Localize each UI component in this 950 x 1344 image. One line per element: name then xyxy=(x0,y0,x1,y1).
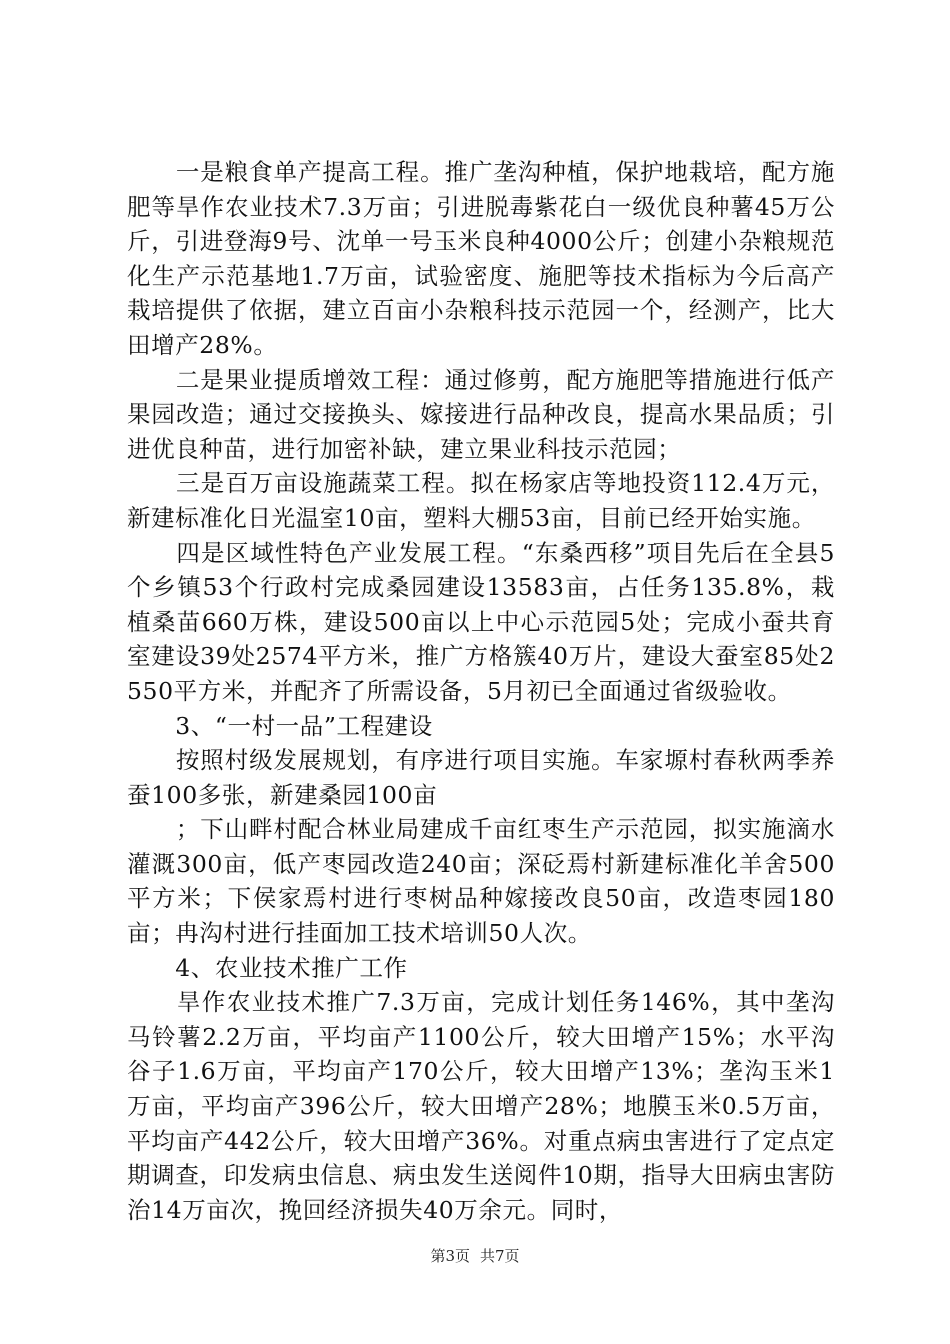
section-heading-tech-promotion: 4、农业技术推广工作 xyxy=(127,953,408,982)
document-body xyxy=(127,155,835,1227)
paragraph-village-plan: 按照村级发展规划，有序进行项目实施。车家塬村春秋两季养蚕100多张，新建桑园100亩 xyxy=(127,746,835,809)
paragraph-regional-industry: 四是区域性特色产业发展工程。“东桑西移”项目先后在全县5个乡镇53个行政村完成桑园建设13583亩，占任务135.8%，栽植桑苗660万株，建设500亩以上中心示范园5处；完成小蚕共育室建设39处2574平方米，推广方格簇40万片，建设大蚕室85处2550平方米，并配齐了所需设备，5月初已全面通过省级验收。 xyxy=(127,538,835,705)
paragraph-grain-yield: 一是粮食单产提高工程。推广垄沟种植，保护地栽培，配方施肥等旱作农业技术7.3万亩；引进脱毒紫花白一级优良种薯45万公斤，引进登海9号、沈单一号玉米良种4000公斤；创建小杂粮规范化生产示范基地1.7万亩，试验密度、施肥等技术指标为今后高产栽培提供了依据，建立百亩小杂粮科技示范园一个，经测产，比大田增产28%。 xyxy=(127,158,835,359)
section-heading-one-village-one-product: 3、“一村一品”工程建设 xyxy=(127,711,433,740)
paragraph-tech-promotion: 旱作农业技术推广7.3万亩，完成计划任务146%，其中垄沟马铃薯2.2万亩，平均亩产1100公斤，较大田增产15%；水平沟谷子1.6万亩，平均亩产170公斤，较大田增产13%；垄沟玉米1万亩，平均亩产396公斤，较大田增产28%；地膜玉米0.5万亩，平均亩产442公斤，较大田增产36%。对重点病虫害进行了定点定期调查，印发病虫信息、病虫发生送阅件10期，指导大田病虫害防治14万亩次，挽回经济损失40万余元。同时， xyxy=(127,988,835,1224)
paragraph-vegetable-project: 三是百万亩设施蔬菜工程。拟在杨家店等地投资112.4万元，新建标准化日光温室10亩，塑料大棚53亩，目前已经开始实施。 xyxy=(127,469,835,532)
paragraph-fruit-quality: 二是果业提质增效工程：通过修剪，配方施肥等措施进行低产果园改造；通过交接换头、嫁接进行品种改良，提高水果品质；引进优良种苗，进行加密补缺，建立果业科技示范园； xyxy=(127,365,835,463)
page-total: 共7页 xyxy=(480,1247,520,1265)
paragraph-village-projects: ；下山畔村配合林业局建成千亩红枣生产示范园，拟实施滴水灌溉300亩，低产枣园改造240亩；深砭焉村新建标准化羊舍500平方米；下侯家焉村进行枣树品种嫁接改良50亩，改造枣园180亩；冉沟村进行挂面加工技术培训50人次。 xyxy=(127,815,835,948)
page-footer xyxy=(0,1246,950,1266)
page-number: 第3页 xyxy=(430,1247,470,1265)
